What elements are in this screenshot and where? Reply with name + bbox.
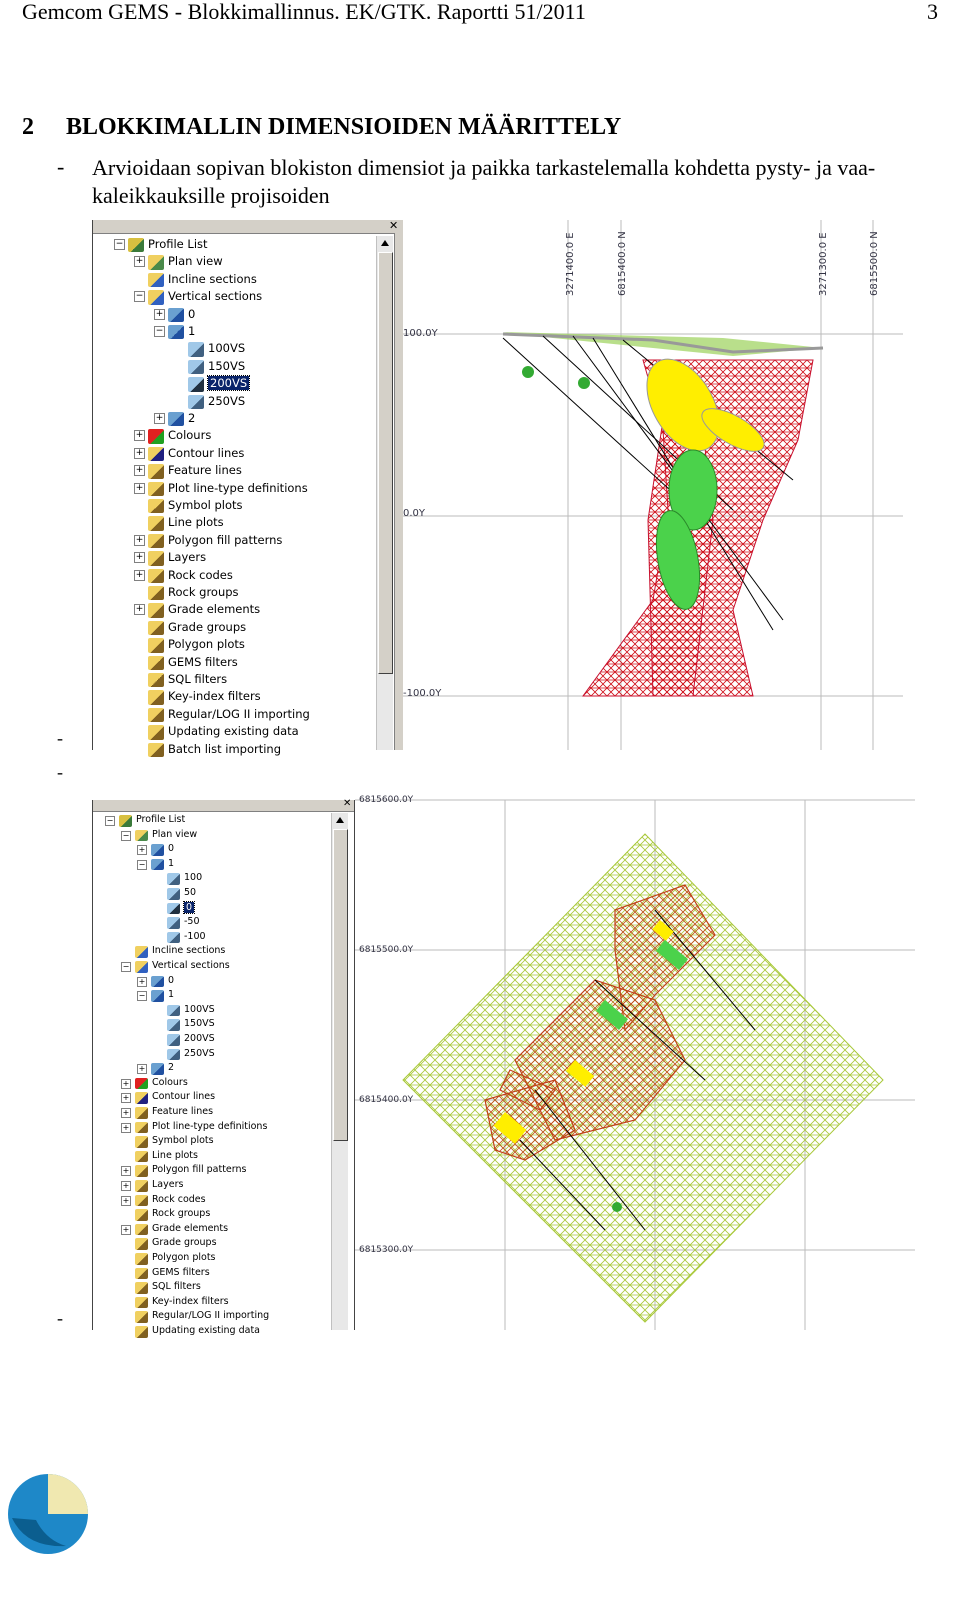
tree-item-label[interactable]: Rock groups [168,585,239,599]
tree-item-label[interactable]: Regular/LOG II importing [152,1310,270,1322]
section-icon [167,873,180,885]
section-group-icon [151,844,164,856]
close-panel-button[interactable]: ✕ [343,798,352,809]
feature-lines-icon [148,464,164,478]
tree-item-label[interactable]: Rock groups [152,1208,211,1220]
tree-item-label[interactable]: Layers [168,550,207,565]
tree-item-label[interactable]: Regular/LOG II importing [168,706,310,721]
tree-expander-icon[interactable]: + [155,413,164,423]
tree-item-label[interactable]: Feature lines [168,463,242,478]
tree-expander-icon[interactable]: + [135,256,144,267]
grade-elements-icon [135,1224,148,1236]
section-active-icon [167,903,180,915]
batch-list-icon [148,743,164,757]
section-active-icon [188,377,204,391]
section-group-icon [168,325,184,339]
tree-item-label[interactable]: Contour lines [168,445,245,460]
tree-item-label[interactable]: Incline sections [152,945,226,957]
bullet-paragraph [92,154,932,210]
gems-filters-icon [135,1268,148,1280]
panel-titlebar [93,800,355,812]
section-heading [22,114,621,141]
section-group-icon [151,990,164,1002]
tree-item-label[interactable]: Polygon plots [152,1252,216,1263]
paragraph-line-2: kaleikkauksille projisoiden [92,183,330,208]
tree-item-label[interactable]: Contour lines [152,1091,216,1103]
tree-expander-icon[interactable]: + [135,447,144,458]
tree-expander-icon[interactable]: + [122,1078,130,1088]
tree-item-label[interactable]: Plan view [152,828,198,840]
plan-view-canvas [355,795,915,1330]
tree-item-label[interactable]: 100 [184,872,203,884]
tree-expander-icon[interactable]: − [155,326,164,336]
grade-groups-icon [135,1238,148,1250]
regular-log-icon [148,708,164,722]
label-6815600y: 6815600.0Y [359,795,414,805]
tree-item-label[interactable]: GEMS filters [168,654,238,669]
tree-item-label[interactable]: Key-index filters [152,1295,229,1307]
tree-item-label[interactable]: Layers [152,1179,184,1190]
updating-data-icon [135,1326,148,1338]
feature-lines-icon [135,1107,148,1119]
bullet-dash: - [57,762,63,782]
tree-item-label[interactable]: Batch list importing [168,741,282,756]
tree-item-label[interactable]: Profile List [148,237,208,251]
tree-expander-icon[interactable]: + [135,534,144,545]
bullet-dash: - [57,1308,63,1328]
figure-vertical-section [92,219,903,756]
tree-item-label[interactable]: Incline sections [168,271,257,286]
tree-item-label[interactable]: Symbol plots [152,1135,214,1147]
tree-item-label[interactable]: Vertical sections [152,960,230,971]
panel-titlebar [93,220,403,234]
tree-item-label[interactable]: Grade groups [152,1237,217,1249]
section-icon [167,1034,180,1046]
profile-list-tree-panel [92,219,402,756]
tree-item-label[interactable]: 200VS [210,376,248,391]
section-icon [167,1005,180,1017]
rock-codes-icon [135,1195,148,1207]
label-100y: 100.0Y [403,328,438,339]
layers-icon [148,551,164,565]
figure-plan-view [92,795,914,1336]
tree-expander-icon[interactable]: − [138,859,146,869]
tree-item-label[interactable]: Polygon fill patterns [152,1164,247,1176]
tree-item-label[interactable]: Updating existing data [152,1325,260,1336]
close-panel-button[interactable]: ✕ [389,219,399,232]
label-east-2: 3271300.0 E [818,232,829,296]
tree-expander-icon[interactable]: + [122,1181,130,1190]
plot-line-type-icon [135,1122,148,1134]
tree-item-label[interactable]: 200VS [184,1033,215,1044]
label-north-2: 6815500.0 N [869,231,880,296]
tree-expander-icon[interactable]: + [135,552,144,563]
header-page-number: 3 [927,0,938,24]
gtk-logo-icon [6,1470,96,1601]
updating-data-icon [148,725,164,739]
key-index-filters-icon [135,1297,148,1309]
tree-item-label[interactable]: 0 [188,306,196,321]
section-group-icon [151,976,164,988]
tree-item-label[interactable]: Polygon plots [168,637,245,652]
tree-expander-icon[interactable]: + [122,1122,130,1132]
symbol-plots-icon [135,1136,148,1148]
polygon-plots-icon [135,1253,148,1265]
tree-item-label[interactable]: Grade elements [152,1222,229,1234]
label-6815300y: 6815300.0Y [359,1245,414,1255]
tree-item-label[interactable]: 250VS [208,393,246,408]
tree-item-label[interactable]: 100VS [208,341,246,356]
scroll-up-arrow-icon[interactable] [381,240,389,246]
section-icon [167,888,180,900]
incline-sections-icon [135,946,148,958]
tree-expander-icon[interactable]: − [106,816,114,825]
tree-item-label[interactable]: -50 [184,916,200,928]
tree-item-label[interactable]: Plot line-type definitions [168,480,308,495]
scroll-up-arrow-icon[interactable] [336,817,344,823]
tree-expander-icon[interactable]: + [135,604,144,615]
tree-expander-icon[interactable]: + [138,1064,146,1074]
tree-expander-icon[interactable]: + [135,482,144,493]
label-6815500y: 6815500.0Y [359,945,414,955]
vertical-sections-icon [135,961,148,973]
tree-expander-icon[interactable]: − [115,239,124,249]
tree-item-label[interactable]: Symbol plots [168,498,243,512]
tree-item-label[interactable]: 0 [168,843,175,855]
tree-item-label[interactable]: Plan view [168,254,223,269]
section-icon [167,932,180,944]
line-plots-icon [135,1151,148,1163]
rock-groups-icon [148,586,164,600]
plan-view[interactable] [354,795,914,1330]
tree-expander-icon[interactable]: + [122,1166,130,1176]
section-group-icon [168,308,184,322]
section-icon [188,360,204,374]
tree-expander-icon[interactable]: + [155,308,164,319]
rock-codes-icon [148,569,164,583]
label-minus100y: -100.0Y [403,688,442,699]
tree-expander-icon[interactable]: + [135,569,144,580]
profile-list-icon [128,238,144,252]
grade-elements-icon [148,603,164,617]
plan-view-icon [135,830,148,842]
section-title: BLOKKIMALLIN DIMENSIOIDEN MÄÄRITTELY [66,114,622,140]
section-view[interactable] [403,220,903,750]
tree-expander-icon[interactable]: + [135,430,144,441]
contour-lines-icon [135,1092,148,1104]
axis-labels [359,795,414,1255]
tree-expander-icon[interactable]: − [122,962,130,971]
tree-item-label[interactable]: Key-index filters [168,689,261,704]
paragraph-line-1: Arvioidaan sopivan blokiston dimensiot ja paikka tarkastelemalla kohdetta pysty- ja vaa- [92,155,876,180]
incline-sections-icon [148,273,164,287]
plan-view-icon [148,255,164,269]
tree-item-label[interactable]: 1 [188,324,196,338]
scrollbar-thumb[interactable] [333,829,348,1141]
tree-item-label[interactable]: SQL filters [168,672,228,686]
symbol-plots-icon [148,499,164,513]
tree-expander-icon[interactable]: − [135,291,144,302]
tree-expander-icon[interactable]: + [122,1195,130,1205]
tree-item-label[interactable]: Profile List [136,814,186,825]
tree-item-label[interactable]: 2 [168,1062,175,1074]
tree-item-label[interactable]: Colours [152,1076,188,1088]
tree-item-label[interactable]: Polygon fill patterns [168,532,283,547]
tree-item-label[interactable]: 50 [184,887,197,898]
polygon-plots-icon [148,638,164,652]
section-icon [167,1019,180,1031]
tree-item-label[interactable]: Grade elements [168,602,261,617]
tree-item-label[interactable]: Rock codes [168,567,233,582]
bullet-dash: - [57,728,63,748]
tree-expander-icon[interactable]: + [138,976,146,986]
regular-log-icon [135,1311,148,1323]
tree-item-label[interactable]: 1 [168,857,175,869]
tree-item-label[interactable]: -100 [184,930,206,942]
sql-filters-icon [148,673,164,687]
tree-item-label[interactable]: 2 [188,411,196,425]
tree-item-label[interactable]: 100VS [184,1003,215,1015]
layers-icon [135,1180,148,1192]
panel-splitter[interactable] [394,233,403,750]
section-icon [167,1049,180,1061]
tree-item-label[interactable]: Grade groups [168,619,247,634]
label-0y: 0.0Y [403,508,426,519]
tree-item-label[interactable]: 0 [168,974,175,986]
profile-list-icon [119,815,132,827]
section-group-icon [151,1063,164,1075]
tree-expander-icon[interactable]: + [138,845,146,855]
contour-lines-icon [148,447,164,461]
tree-item-label[interactable]: Rock codes [152,1193,206,1205]
tree-item-label[interactable]: Feature lines [152,1106,214,1117]
key-index-filters-icon [148,690,164,704]
tree-item-label[interactable]: SQL filters [152,1281,201,1293]
tree-item-label[interactable]: GEMS filters [152,1266,210,1278]
section-icon [167,917,180,929]
sql-filters-icon [135,1282,148,1294]
gems-filters-icon [148,656,164,670]
vertical-sections-icon [148,290,164,304]
tree-item-label[interactable]: Plot line-type definitions [152,1120,268,1132]
plot-line-type-icon [148,482,164,496]
tree-item-label[interactable]: 150VS [184,1018,215,1030]
polygon-fill-icon [148,534,164,548]
section-number: 2 [22,114,34,140]
tree-expander-icon[interactable]: + [122,1108,130,1117]
tree-item-label[interactable]: Colours [168,428,212,443]
section-group-icon [151,859,164,871]
polygon-fill-icon [135,1165,148,1177]
tree-item-label[interactable]: Vertical sections [168,289,263,304]
tree-expander-icon[interactable]: + [122,1224,130,1234]
tree-item-label[interactable]: Line plots [152,1149,198,1161]
tree-item-label[interactable]: 250VS [184,1047,215,1059]
section-group-icon [168,412,184,426]
tree-item-label[interactable]: Updating existing data [168,724,299,739]
tree-scrollbar[interactable] [331,813,348,1330]
section-view-canvas [403,220,903,750]
tree-scrollbar[interactable] [376,236,393,750]
tree-expander-icon[interactable]: − [138,991,146,1001]
tree-item-label[interactable]: 0 [186,901,193,913]
bullet-dash: - [57,154,65,179]
scrollbar-thumb[interactable] [378,252,393,674]
label-6815400y: 6815400.0Y [359,1095,414,1105]
label-east-1: 3271400.0 E [565,232,576,296]
line-plots-icon [148,516,164,530]
tree-item-label[interactable]: 150VS [208,358,246,373]
header-title: Gemcom GEMS - Blokkimallinnus. EK/GTK. Raportti 51/2011 [22,0,586,24]
colours-icon [135,1078,148,1090]
tree-expander-icon[interactable]: + [122,1093,130,1103]
label-north-1: 6815400.0 N [617,231,628,296]
tree-item-label[interactable]: 1 [168,989,175,1001]
colours-icon [148,429,164,443]
tree-expander-icon[interactable]: + [135,465,144,476]
tree-item-label[interactable]: Line plots [168,515,224,530]
tree-expander-icon[interactable]: − [122,830,130,840]
section-icon [188,395,204,409]
rock-groups-icon [135,1209,148,1221]
profile-list-tree-panel [92,798,354,1336]
section-icon [188,342,204,356]
grade-groups-icon [148,621,164,635]
